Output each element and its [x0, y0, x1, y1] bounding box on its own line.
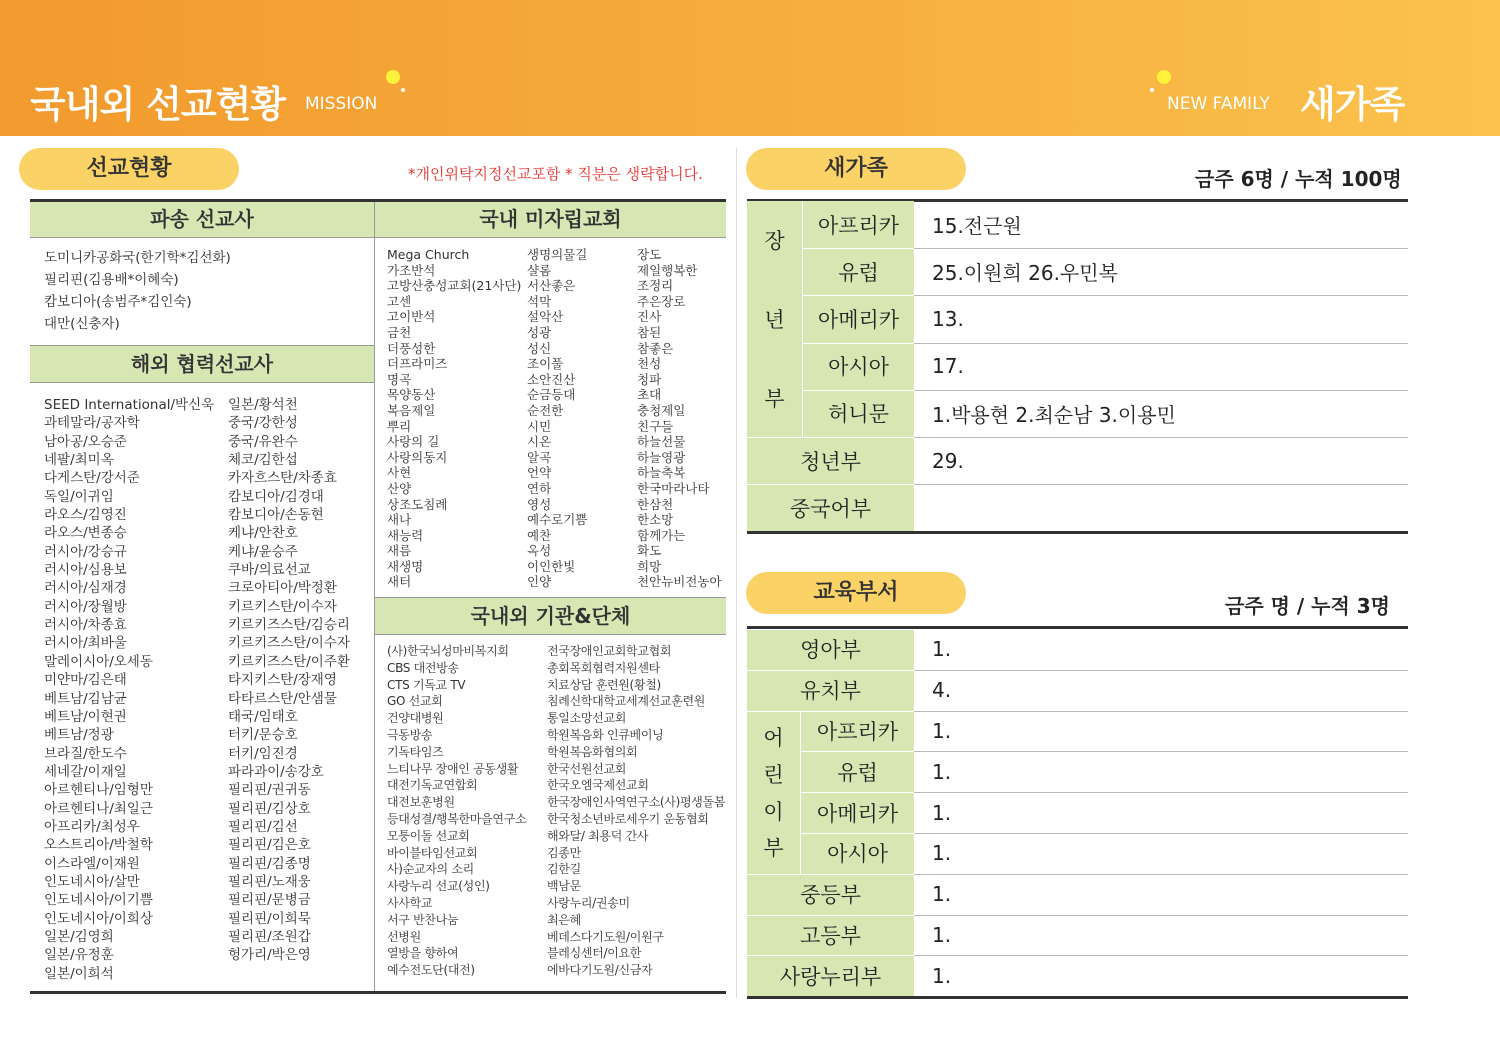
- list-item: 베데스다기도원/이원구: [547, 929, 664, 944]
- list-item: 러시아/심용보: [44, 562, 127, 579]
- row-value: 1.: [932, 637, 952, 662]
- row-label: 아메리카: [801, 792, 914, 833]
- list-item: 캄보디아/김경대: [228, 488, 324, 505]
- list-item: 예찬: [527, 527, 552, 543]
- list-item: 말레이시아/오세동: [44, 653, 153, 670]
- list-item: 라오스/김영진: [44, 507, 127, 524]
- list-item: 일본/황석천: [228, 397, 298, 413]
- list-item: 사랑누리/권송미: [547, 895, 630, 910]
- list-item: 순전한: [527, 402, 564, 418]
- list-item: 전국장애인교회학교협회: [547, 644, 672, 658]
- list-item: 참좋은: [637, 340, 674, 356]
- list-item: 남아공/오승준: [44, 433, 127, 450]
- list-item: 한국마라나타: [637, 480, 710, 496]
- list-item: 치료상담 훈련원(황철): [547, 677, 661, 692]
- list-item: 필리핀/김상호: [228, 800, 311, 817]
- list-item: 일본/김영희: [44, 928, 114, 945]
- institutions-col2: [547, 643, 725, 979]
- list-item: 샬롬: [527, 262, 552, 278]
- list-item: 러시아/최바울: [44, 635, 127, 652]
- list-item: 에바다기도원/신금자: [547, 963, 653, 978]
- list-item: 러시아/강승규: [44, 543, 127, 560]
- list-item: 학원복음화협의회: [547, 744, 638, 759]
- list-item: 성광: [527, 324, 552, 340]
- institutions-header: 국내외 기관&단체: [375, 598, 726, 634]
- row-label: 허니문: [803, 390, 914, 437]
- list-item: 이인한빛: [527, 558, 576, 574]
- header-rule: [30, 237, 726, 238]
- list-item: 태국/임태호: [228, 708, 298, 725]
- list-item: 중국/강한성: [228, 415, 298, 432]
- rule: [375, 634, 726, 635]
- table-bottom-rule: [747, 531, 1408, 534]
- row-label: 아시아: [801, 833, 914, 874]
- list-item: 인도네시아/살만: [44, 873, 140, 890]
- list-item: 필리핀/문병금: [228, 892, 311, 909]
- institutions-col1: [387, 643, 526, 979]
- list-item: 대전기독교연합회: [387, 778, 478, 793]
- list-item: 키르키즈스탄/이주환: [228, 653, 350, 670]
- list-item: 시민: [527, 418, 552, 434]
- list-item: 하늘축복: [637, 465, 686, 481]
- list-item: 제일행복한: [637, 262, 698, 278]
- list-item: 새름: [387, 543, 412, 559]
- list-item: 성신: [527, 340, 552, 356]
- row-rule: [747, 670, 914, 671]
- list-item: 베트남/김남균: [44, 690, 127, 707]
- group-label-char: 장: [764, 229, 785, 254]
- list-item: 알곡: [527, 449, 552, 465]
- list-item: 최은혜: [547, 912, 581, 927]
- list-item: (사)한국뇌성마비복지회: [387, 644, 509, 658]
- list-item: 타타르스탄/안샘물: [228, 690, 337, 707]
- list-item: 터키/문승호: [228, 727, 298, 744]
- list-item: 서구 반찬나눔: [387, 912, 459, 927]
- row-label: 아프리카: [803, 201, 914, 248]
- row-rule: [801, 711, 914, 712]
- list-item: 미얀마/김은태: [44, 672, 127, 689]
- sent-missionaries-header: 파송 선교사: [30, 202, 374, 237]
- list-item: 케냐/윤승주: [228, 543, 298, 560]
- row-rule: [801, 751, 914, 752]
- list-item: 가조반석: [387, 262, 436, 278]
- page-title-newfamily: 새가족: [1300, 83, 1405, 126]
- list-item: 천성: [637, 356, 662, 372]
- list-item: 느티나무 장애인 공동생활: [387, 761, 519, 776]
- list-item: 한국오엠국제선교회: [547, 778, 649, 793]
- row-value: 1.: [932, 963, 952, 988]
- list-item: 연하: [527, 480, 552, 496]
- list-item: 다게스탄/강서준: [44, 470, 140, 487]
- list-item: 러시아/장월방: [44, 598, 127, 615]
- list-item: 필리핀/김은호: [228, 837, 311, 854]
- column-divider: [800, 711, 801, 874]
- group-label-char: 어: [763, 725, 784, 750]
- group-label-char: 이: [763, 799, 784, 824]
- list-item: 고이반석: [387, 309, 436, 325]
- list-item: 대전보훈병원: [387, 795, 455, 810]
- list-item: 한국청소년바로세우기 운동협회: [547, 811, 709, 826]
- row-value: 13.: [932, 306, 964, 331]
- row-rule: [747, 437, 914, 438]
- list-item: 건양대병원: [387, 711, 444, 726]
- list-item: 캄보디아/손동현: [228, 507, 324, 524]
- list-item: 명곡: [387, 371, 412, 387]
- list-item: CBS 대전방송: [387, 660, 459, 675]
- list-item: 시온: [527, 434, 552, 450]
- list-item: 희망: [637, 558, 662, 574]
- list-item: 필리핀/권귀동: [228, 782, 311, 799]
- list-item: 학원복음화 인큐베이닝: [547, 727, 664, 742]
- list-item: 사사학교: [387, 895, 433, 910]
- row-value: 15.전근원: [932, 214, 1022, 239]
- list-item: 영성: [527, 496, 552, 512]
- group-label-children: [747, 711, 800, 874]
- list-item: 친구들: [637, 418, 674, 434]
- list-item: 세네갈/이재일: [44, 763, 127, 780]
- row-label: 아시아: [803, 343, 914, 390]
- list-item: 한소망: [637, 512, 674, 528]
- row-label: 아프리카: [801, 711, 914, 752]
- list-item: 인도네시아/이기쁨: [44, 892, 153, 909]
- list-item: 새생명: [387, 558, 424, 574]
- list-item: 도미니카공화국(한기학*김선화): [44, 250, 231, 266]
- list-item: GO 선교회: [387, 694, 443, 709]
- list-item: 일본/이희석: [44, 965, 114, 982]
- list-item: 사)순교자의 소리: [387, 862, 474, 877]
- list-item: 필리핀/이희묵: [228, 910, 311, 927]
- list-item: 과테말라/공자학: [44, 415, 140, 432]
- list-item: SEED International/박신욱: [44, 397, 215, 413]
- list-item: 체코/김한섭: [228, 452, 298, 469]
- row-label: 영아부: [747, 629, 914, 670]
- list-item: 순금등대: [527, 387, 576, 403]
- row-label: 청년부: [747, 437, 914, 484]
- list-item: CTS 기독교 TV: [387, 677, 466, 692]
- list-item: 사랑의 길: [387, 434, 440, 450]
- list-item: 파라과이/송강호: [228, 763, 324, 780]
- page-divider: [736, 148, 737, 998]
- row-value: 29.: [932, 448, 964, 473]
- list-item: 금천: [387, 324, 412, 340]
- list-item: 충청제일: [637, 402, 686, 418]
- list-item: 새나: [387, 512, 412, 528]
- list-item: 중국/유완수: [228, 433, 298, 450]
- group-label-char: 부: [764, 386, 785, 411]
- list-item: 백남문: [547, 879, 581, 894]
- list-item: 키르키즈스탄/김승리: [228, 617, 350, 634]
- list-item: 카자흐스탄/차종효: [228, 470, 337, 487]
- row-value: 17.: [932, 354, 964, 379]
- list-item: 한국선원선교회: [547, 761, 627, 776]
- list-item: 하늘선물: [637, 434, 686, 450]
- group-label-char: 년: [764, 307, 785, 332]
- list-item: 선병원: [387, 929, 421, 944]
- row-label: 유치부: [747, 670, 914, 711]
- group-label-char: 부: [763, 836, 784, 861]
- list-item: 네팔/최미옥: [44, 452, 114, 469]
- newfamily-pill: 새가족: [746, 148, 966, 190]
- list-item: 천안뉴비전농아: [637, 574, 722, 590]
- education-count: 금주 명 / 누적 3명: [1225, 594, 1390, 618]
- list-item: 브라질/한도수: [44, 745, 127, 762]
- newfamily-subtitle: NEW FAMILY: [1167, 94, 1270, 114]
- column-divider: [802, 201, 803, 437]
- row-value: 1.: [932, 759, 952, 784]
- list-item: 조정리: [637, 278, 674, 294]
- list-item: 고방산충성교회(21사단): [387, 278, 522, 294]
- list-item: 하늘영광: [637, 449, 686, 465]
- list-item: 사현: [387, 465, 412, 481]
- list-item: 열방을 향하여: [387, 946, 459, 961]
- list-item: 김한길: [547, 862, 581, 877]
- list-item: 필리핀/조원갑: [228, 928, 311, 945]
- list-item: 캄보디아(송범주*김인숙): [44, 294, 192, 310]
- churches-col1: [387, 247, 521, 590]
- list-item: 기독타임즈: [387, 744, 444, 759]
- overseas-missionaries-header: 해외 협력선교사: [30, 346, 374, 382]
- row-rule: [747, 874, 914, 875]
- list-item: 베트남/정광: [44, 727, 114, 744]
- row-label: 고등부: [747, 915, 914, 956]
- row-value: [932, 484, 1406, 531]
- list-item: 사랑누리 선교(성인): [387, 879, 490, 894]
- header-banner: [0, 0, 1500, 136]
- overseas-list-col1: [44, 396, 214, 983]
- list-item: Mega Church: [387, 247, 470, 262]
- row-label: 사랑누리부: [747, 955, 914, 996]
- list-item: 조이풀: [527, 356, 564, 372]
- list-item: 예수로기쁨: [527, 512, 588, 528]
- list-item: 오스트리아/박철학: [44, 837, 153, 854]
- list-item: 장도: [637, 247, 662, 262]
- list-item: 쿠바/의료선교: [228, 562, 311, 579]
- list-item: 상조도침례: [387, 496, 448, 512]
- list-item: 진사: [637, 309, 662, 325]
- row-label: 유럽: [803, 248, 914, 295]
- list-item: 극동방송: [387, 727, 433, 742]
- list-item: 목양동산: [387, 387, 436, 403]
- table-bottom-rule: [747, 996, 1408, 999]
- dot-decoration: [386, 70, 400, 84]
- row-value: 1.: [932, 800, 952, 825]
- group-label-adult: [747, 201, 802, 437]
- mission-note: *개인위탁지정선교포함 * 직분은 생략합니다.: [408, 165, 703, 183]
- list-item: 독일/이귀임: [44, 488, 114, 505]
- list-item: 복음제일: [387, 402, 436, 418]
- row-rule: [802, 295, 914, 296]
- list-item: 러시아/차종효: [44, 617, 127, 634]
- list-item: 함께가는: [637, 527, 686, 543]
- list-item: 새능력: [387, 527, 424, 543]
- row-rule: [802, 390, 914, 391]
- row-value: 1.: [932, 841, 952, 866]
- list-item: 화도: [637, 543, 662, 559]
- list-item: 러시아/심재경: [44, 580, 127, 597]
- overseas-list-col2: [228, 396, 350, 965]
- row-rule: [747, 484, 914, 485]
- table-bottom-rule: [30, 991, 726, 994]
- row-value: 1.: [932, 882, 952, 907]
- list-item: 케냐/안찬호: [228, 525, 298, 542]
- mission-subtitle: MISSION: [305, 94, 378, 114]
- list-item: 침례신학대학교세계선교훈련원: [547, 694, 706, 709]
- list-item: 한삼천: [637, 496, 674, 512]
- domestic-churches-header: 국내 미자립교회: [375, 202, 726, 237]
- row-label: 중등부: [747, 874, 914, 915]
- row-value: 1.: [932, 718, 952, 743]
- row-rule: [801, 792, 914, 793]
- list-item: 청파: [637, 371, 662, 387]
- row-rule: [747, 955, 914, 956]
- list-item: 산양: [387, 480, 412, 496]
- list-item: 인도네시아/이희상: [44, 910, 153, 927]
- list-item: 아르헨티나/임형만: [44, 782, 153, 799]
- row-rule: [802, 248, 914, 249]
- list-item: 아르헨티나/최일근: [44, 800, 153, 817]
- list-item: 등대성결/행복한마을연구소: [387, 811, 527, 826]
- churches-col3: [637, 247, 722, 590]
- list-item: 통일소망선교회: [547, 711, 627, 726]
- list-item: 새터: [387, 574, 412, 590]
- row-label: 유럽: [801, 751, 914, 792]
- dot-decoration-small: [401, 88, 405, 92]
- row-rule: [747, 629, 914, 630]
- row-value: 1.박용현 2.최순남 3.이용민: [932, 402, 1176, 427]
- education-pill: 교육부서: [746, 572, 966, 614]
- list-item: 언약: [527, 465, 552, 481]
- list-item: 타지키스탄/장재영: [228, 672, 337, 689]
- list-item: 대만(신충자): [44, 316, 120, 332]
- churches-col2: [527, 247, 587, 590]
- page-title-mission: 국내외 선교현황: [30, 83, 286, 126]
- list-item: 초대: [637, 387, 662, 403]
- list-item: 크로아티아/박정환: [228, 580, 337, 597]
- row-rule: [801, 833, 914, 834]
- list-item: 소안진산: [527, 371, 576, 387]
- list-item: 더풍성한: [387, 340, 436, 356]
- list-item: 키르키즈스탄/이수자: [228, 635, 350, 652]
- list-item: 키르키스탄/이수자: [228, 598, 337, 615]
- list-item: 해와달/ 최용덕 간사: [547, 828, 649, 843]
- dot-decoration-small: [1150, 88, 1154, 92]
- dot-decoration: [1157, 70, 1171, 84]
- list-item: 라오스/변종승: [44, 525, 127, 542]
- list-item: 터키/임진경: [228, 745, 298, 762]
- list-item: 더프라미즈: [387, 356, 448, 372]
- row-rule: [802, 343, 914, 344]
- row-rule: [747, 711, 800, 712]
- row-rule: [747, 915, 914, 916]
- list-item: 아프리카/최성우: [44, 818, 140, 835]
- row-label: 아메리카: [803, 295, 914, 342]
- list-item: 설악산: [527, 309, 564, 325]
- list-item: 서산좋은: [527, 278, 576, 294]
- list-item: 고센: [387, 293, 412, 309]
- list-item: 블레싱센터/이요한: [547, 946, 642, 961]
- list-item: 주은장로: [637, 293, 686, 309]
- list-item: 필리핀/김선: [228, 818, 298, 835]
- list-item: 김종만: [547, 845, 581, 860]
- group-label-char: 린: [763, 762, 784, 787]
- mission-pill: 선교현황: [19, 148, 239, 190]
- list-item: 생명의물길: [527, 247, 588, 262]
- list-item: 필리핀/김종명: [228, 855, 311, 872]
- list-item: 헝가리/박은영: [228, 947, 311, 964]
- list-item: 베트남/이현권: [44, 708, 127, 725]
- list-item: 예수전도단(대전): [387, 963, 475, 978]
- row-value: 4.: [932, 678, 952, 703]
- list-item: 석막: [527, 293, 552, 309]
- row-value: 1.: [932, 922, 952, 947]
- list-item: 옥성: [527, 543, 552, 559]
- newfamily-count: 금주 6명 / 누적 100명: [1195, 167, 1402, 191]
- list-item: 바이블타임선교회: [387, 845, 478, 860]
- rule: [30, 382, 374, 383]
- list-item: 참된: [637, 324, 662, 340]
- list-item: 인양: [527, 574, 552, 590]
- list-item: 한국장애인사역연구소(사)평생돌봄: [547, 795, 726, 810]
- row-label: 중국어부: [747, 484, 914, 531]
- list-item: 이스라엘/이재원: [44, 855, 140, 872]
- list-item: 뿌리: [387, 418, 412, 434]
- row-value: 25.이원희 26.우민복: [932, 261, 1118, 286]
- list-item: 사랑의동지: [387, 449, 448, 465]
- list-item: 총회목회협력지원센타: [547, 660, 660, 675]
- list-item: 모퉁이돌 선교회: [387, 828, 470, 843]
- list-item: 필리핀/노재웅: [228, 873, 311, 890]
- list-item: 일본/유정훈: [44, 947, 114, 964]
- sent-missionaries-list: [44, 247, 231, 335]
- list-item: 필리핀(김용배*이혜숙): [44, 272, 179, 288]
